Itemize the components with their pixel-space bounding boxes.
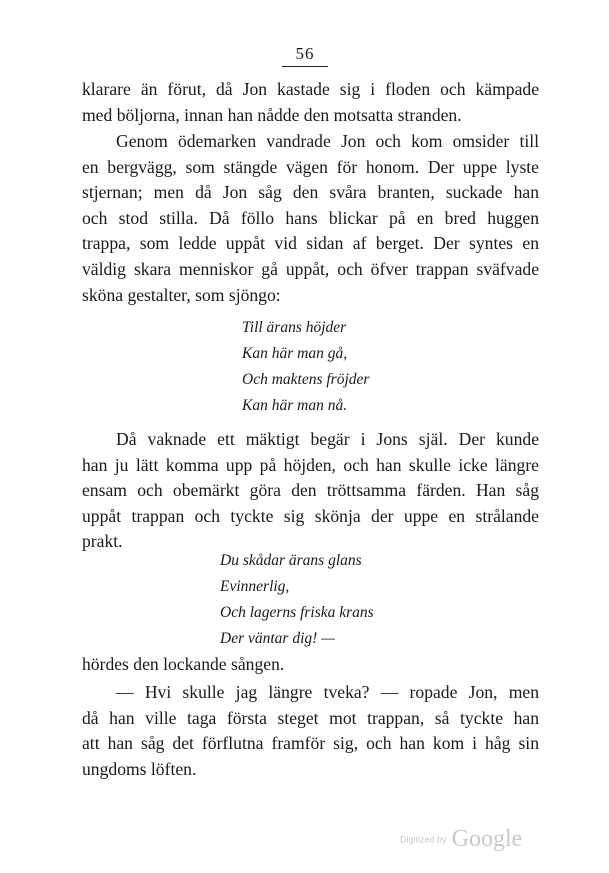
verse-line: Kan här man nå. (242, 397, 348, 414)
verse-line: Och maktens fröjder (242, 371, 370, 388)
text-line: hördes den lockande sången. (82, 654, 285, 674)
verse-2 (220, 548, 374, 652)
text-line: då han ville taga första steget mot trappan, så tyckte han (82, 707, 539, 728)
paragraph-3 (82, 427, 539, 555)
text-line: ungdoms löften. (82, 758, 197, 779)
paragraph-2 (82, 129, 539, 308)
verse-line: Du skådar ärans glans (220, 552, 362, 569)
text-line: ensam och obemärkt göra den tröttsamma färden. Han såg (82, 480, 539, 501)
text-line: klarare än förut, då Jon kastade sig i floden och kämpade (82, 79, 539, 99)
paragraph-4 (82, 652, 539, 678)
verse-line: Der väntar dig! — (220, 630, 335, 647)
digitized-by-google-watermark (400, 826, 530, 856)
verse-line: Till ärans höjder (242, 319, 347, 336)
watermark-brand: Google (451, 826, 523, 852)
text-line: Då vaknade ett mäktigt begär i Jons själ. Der kunde (116, 429, 539, 449)
text-line: — Hvi skulle jag längre tveka? — ropade Jon, men (116, 682, 539, 702)
text-line: uppåt trappan och tyckte sig skönja der uppe en strålande (82, 505, 539, 526)
verse-line: Och lagerns friska krans (220, 604, 374, 621)
text-line: en bergvägg, som stängde vägen för honom. Der uppe lyste (82, 156, 539, 177)
text-line: trappa, som ledde uppåt vid sidan af berget. Der syntes en (82, 233, 539, 254)
verse-line: Kan här man gå, (242, 345, 348, 362)
verse-1 (242, 315, 369, 419)
paragraph-1 (82, 77, 539, 128)
text-line: med böljorna, innan han nådde den motsatta stranden. (82, 104, 462, 125)
text-line: prakt. (82, 531, 123, 552)
paragraph-5 (82, 680, 539, 782)
text-line: att han såg det förflutna framför sig, och han kom i håg sin (82, 733, 539, 754)
text-line: och stod stilla. Då föllo hans blickar på en bred huggen (82, 207, 539, 228)
page-number: 56 (282, 44, 328, 67)
text-line: stjernan; men då Jon såg den svåra branten, suckade han (82, 182, 539, 203)
text-line: väldig skara menniskor gå uppåt, och öfver trappan sväfvade (82, 258, 539, 279)
text-line: Genom ödemarken vandrade Jon och kom omsider till (116, 131, 539, 151)
text-line: han ju lätt komma upp på höjden, och han skulle icke längre (82, 454, 539, 475)
watermark-prefix: Digitized by (400, 834, 447, 845)
verse-line: Evinnerlig, (220, 578, 290, 595)
text-line: sköna gestalter, som sjöngo: (82, 284, 281, 305)
